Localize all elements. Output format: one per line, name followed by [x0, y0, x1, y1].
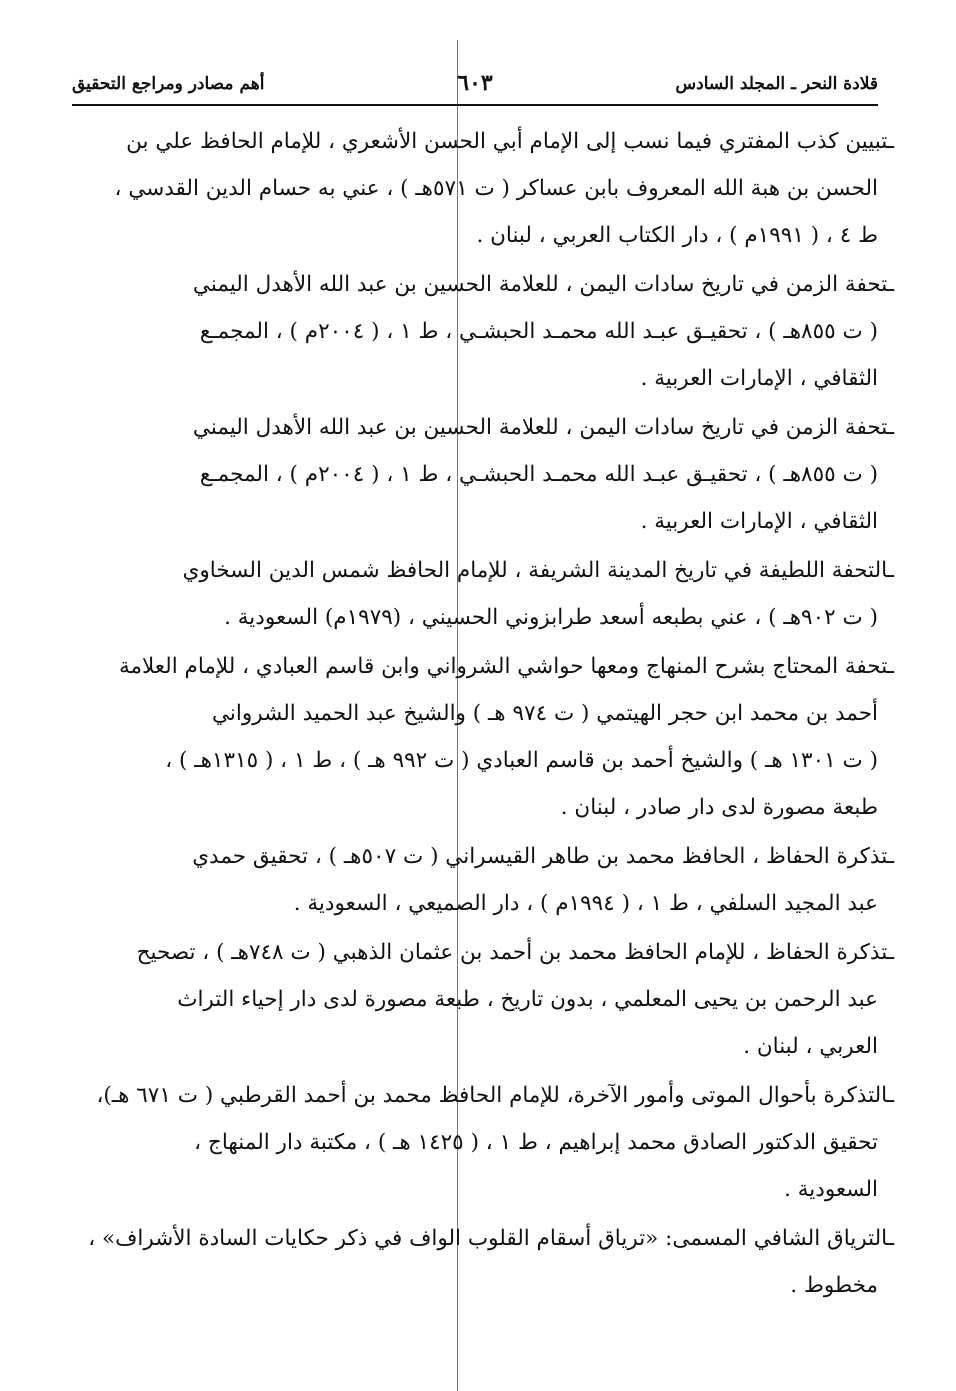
entry-line: تحقيق الدكتور الصادق محمد إبراهيم ، ط ١ ، ( ١٤٢٥ هـ ) ، مكتبة دار المنهاج ، [194, 1130, 878, 1155]
entry-first-line: التحفة اللطيفة في تاريخ المدينة الشريفة ، للإمام الحافظ شمس الدين السخاوي [182, 558, 888, 583]
entry-first-line: تذكرة الحفاظ ، الحافظ محمد بن طاهر القيسراني ( ت ٥٠٧هـ ) ، تحقيق حمدي [192, 844, 888, 869]
entry-dash: ـ [887, 129, 894, 154]
entry-line: عبد الرحمن بن يحيى المعلمي ، بدون تاريخ ، طبعة مصورة لدى دار إحياء التراث [177, 987, 878, 1012]
page-number: ٦٠٣ [457, 70, 493, 96]
bibliography-entry [72, 1215, 894, 1309]
entry-first-line: تحفة الزمن في تاريخ سادات اليمن ، للعلامة الحسين بن عبد الله الأهدل اليمني [192, 415, 888, 440]
entry-line: ط ٤ ، ( ١٩٩١م ) ، دار الكتاب العربي ، لبنان . [476, 223, 878, 248]
entry-line: ( ت ١٣٠١ هـ ) والشيخ أحمد بن قاسم العبادي ( ت ٩٩٢ هـ ) ، ط ١ ، ( ١٣١٥هـ ) ، [165, 748, 878, 773]
bibliography-entry [72, 1072, 894, 1213]
entry-line: العربي ، لبنان . [743, 1034, 878, 1059]
entry-line: ( ت ٨٥٥هـ ) ، تحقيـق عبـد الله محمـد الحبشـي ، ط ١ ، ( ٢٠٠٤م ) ، المجمـع [199, 462, 878, 487]
entry-line: عبد المجيد السلفي ، ط ١ ، ( ١٩٩٤م ) ، دار الصميعي ، السعودية . [293, 891, 878, 916]
entry-first-line: الترياق الشافي المسمى: «ترياق أسقام القلوب الواف في ذكر حكايات السادة الأشراف» ، [88, 1226, 888, 1251]
entry-dash: ـ [887, 558, 894, 583]
bibliography-entry [72, 929, 894, 1070]
bibliography-entry [72, 833, 894, 927]
entry-line: ( ت ٩٠٢هـ ) ، عني بطبعه أسعد طرابزوني الحسيني ، (١٩٧٩م) السعودية . [224, 605, 878, 630]
entry-dash: ـ [887, 272, 894, 297]
entry-first-line: تبيين كذب المفتري فيما نسب إلى الإمام أبي الحسن الأشعري ، للإمام الحافظ علي بن [126, 129, 888, 154]
entry-first-line: تذكرة الحفاظ ، للإمام الحافظ محمد بن أحمد بن عثمان الذهبي ( ت ٧٤٨هـ ) ، تصحيح [136, 940, 888, 965]
entry-line: ( ت ٨٥٥هـ ) ، تحقيـق عبـد الله محمـد الحبشـي ، ط ١ ، ( ٢٠٠٤م ) ، المجمـع [199, 319, 878, 344]
entry-dash: ـ [887, 1226, 894, 1251]
entry-dash: ـ [887, 940, 894, 965]
entry-first-line: التذكرة بأحوال الموتى وأمور الآخرة، للإمام الحافظ محمد بن أحمد القرطبي ( ت ٦٧١ هـ)، [96, 1083, 888, 1108]
header-divider [72, 104, 878, 106]
entry-line: الثقافي ، الإمارات العربية . [640, 509, 878, 534]
bibliography-entry [72, 261, 894, 402]
entry-line: طبعة مصورة لدى دار صادر ، لبنان . [560, 795, 878, 820]
bibliography-entry [72, 547, 894, 641]
entry-dash: ـ [887, 654, 894, 679]
entry-first-line: تحفة المحتاج بشرح المنهاج ومعها حواشي الشرواني وابن قاسم العبادي ، للإمام العلامة [118, 654, 888, 679]
entry-line: السعودية . [784, 1177, 878, 1202]
entry-dash: ـ [887, 844, 894, 869]
entry-line: الثقافي ، الإمارات العربية . [640, 366, 878, 391]
entry-line: الحسن بن هبة الله المعروف بابن عساكر ( ت ٥٧١هـ ) ، عني به حسام الدين القدسي ، [114, 176, 878, 201]
section-title-header: أهم مصادر ومراجع التحقيق [72, 74, 265, 94]
bibliography-entry [72, 643, 894, 831]
running-header [72, 70, 878, 100]
bibliography-entry [72, 404, 894, 545]
book-title-header: قلادة النحر ـ المجلد السادس [675, 74, 878, 94]
bibliography-entry [72, 118, 894, 259]
entry-dash: ـ [887, 1083, 894, 1108]
entry-first-line: تحفة الزمن في تاريخ سادات اليمن ، للعلامة الحسين بن عبد الله الأهدل اليمني [192, 272, 888, 297]
bibliography-list [72, 118, 894, 1311]
entry-line: أحمد بن محمد ابن حجر الهيتمي ( ت ٩٧٤ هـ ) والشيخ عبد الحميد الشرواني [211, 701, 878, 726]
entry-line: مخطوط . [790, 1273, 878, 1298]
entry-dash: ـ [887, 415, 894, 440]
